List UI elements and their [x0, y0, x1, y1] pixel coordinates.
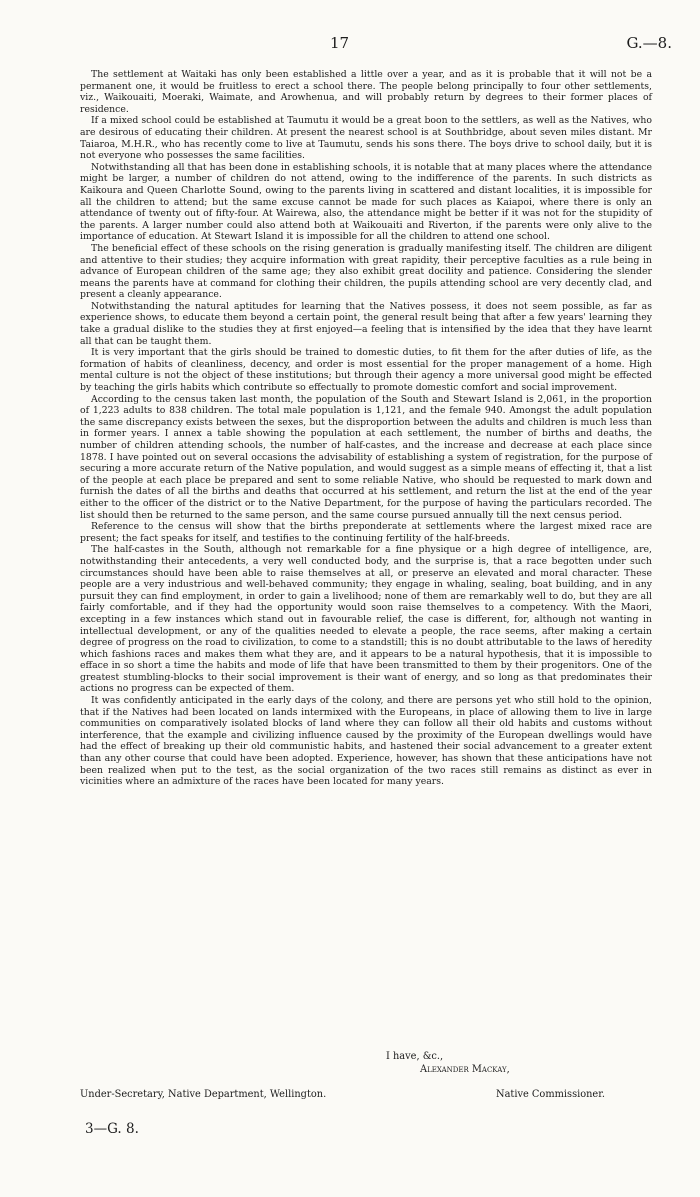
salutation: I have, &c., [386, 1051, 444, 1062]
page-header [0, 34, 700, 60]
body-text [80, 69, 652, 788]
paragraph: Notwithstanding all that has been done in establishing schools, it is notable that at many places where the attendance might be larger, a number of children do not attend, owing to the indifference of the parents. In such districts as Kaikoura and Queen Charlotte Sound, owing to the parents living in scattered and distant localities, it is impossible for all the children to attend; but the same excuse cannot be made for such places as Kaiapoi, where there is only an attendance of twenty out of fifty-four. At Wairewa, also, the attendance might be better if it was not for the stupidity of the parents. A larger number could also attend both at Waikouaiti and Riverton, if the parents were only alive to the importance of education. At Stewart Island it is impossible for all the children to attend one school. [80, 161, 652, 243]
signature: Alexander Mackay, [420, 1064, 510, 1075]
paragraph: Notwithstanding the natural aptitudes for learning that the Natives possess, it does not seem possible, as far as experience shows, to educate them beyond a certain point, the general result being that after a few years' learning they take a gradual dislike to the studies they at first enjoyed—a feeling that is intensified by the idea that they have learnt all that can be taught them. [80, 300, 652, 347]
report-reference: G.—8. [626, 34, 672, 52]
page-number: 17 [330, 34, 350, 52]
paragraph: If a mixed school could be established at Taumutu it would be a great boon to the settlers, as well as the Natives, who are desirous of educating their children. At present the nearest school is at Southbridge, about seven miles distant. Mr Taiaroa, M.H.R., who has recently come to live at Taumutu, sends his sons there. The boys drive to school daily, but it is not everyone who possesses the same facilities. [80, 115, 652, 162]
sheet-mark: 3—G. 8. [85, 1121, 139, 1137]
paragraph: The half-castes in the South, although not remarkable for a fine physique or a high degree of intelligence, are, notwithstanding their antecedents, a very well conducted body, and the surprise is, that a race begotten under such circumstances should have been able to raise themselves at all, or preserve an elevated and moral character. These people are a very industrious and well-behaved community; they engage in whaling, sealing, boat building, and in any pursuit they can find employment, in order to gain a livelihood; none of them are remarkably well to do, but they are all fairly comfortable, and if they had the opportunity would soon raise themselves to a competency. With the Maori, excepting in a few instances which stand out in favourable relief, the case is different, for, although not wanting in intellectual development, or any of the qualities needed to elevate a people, the race seems, after making a certain degree of progress on the road to civilization, to come to a standstill; this is no doubt attributable to the laws of heredity which fashions races and makes them what they are, and it appears to be a natural hypothesis, that it is impossible to efface in so short a time the habits and mode of life that have been transmitted to them by their progenitors. One of the greatest stumbling-blocks to their social improvement is their want of energy, and so long as that predominates their actions no progress can be expected of them. [80, 544, 652, 695]
paragraph: Reference to the census will show that the births preponderate at settlements where the largest mixed race are present; the fact speaks for itself, and testifies to the continuing fertility of the half-breeds. [80, 521, 652, 544]
paragraph: The settlement at Waitaki has only been established a little over a year, and as it is probable that it will not be a permanent one, it would be fruitless to erect a school there. The people belong principally to four other settlements, viz., Waikouaiti, Moeraki, Waimate, and Arowhenua, and will probably return by degrees to their former places of residence. [80, 69, 652, 115]
closing-block [80, 1051, 652, 1111]
addressee: Under-Secretary, Native Department, Wellington. [80, 1089, 327, 1100]
signatory-title: Native Commissioner. [496, 1089, 605, 1100]
paragraph: The beneficial effect of these schools on the rising generation is gradually manifesting itself. The children are diligent and attentive to their studies; they acquire information with great rapidity, their perceptive faculties as a rule being in advance of European children of the same age; they also exhibit great docility and patience. Considering the slender means the parents have at command for clothing their children, the pupils attending school are very decently clad, and present a cleanly appearance. [80, 242, 652, 301]
paragraph: According to the census taken last month, the population of the South and Stewart Island is 2,061, in the proportion of 1,223 adults to 838 children. The total male population is 1,121, and the female 940. Amongst the adult population the same discrepancy exists between the sexes, but the disproportion between the adults and children is much less than in former years. I annex a table showing the population at each settlement, the number of births and deaths, the number of children attending schools, the number of half-castes, and the increase and decrease at each place since 1878. I have pointed out on several occasions the advisability of establishing a system of registration, for the purpose of securing a more accurate return of the Native population, and would suggest as a simple means of effecting it, that a list of the people at each place be prepared and sent to some reliable Native, who should be requested to mark down and furnish the dates of all the births and deaths that occurred at his settlement, and return the list at the end of the year either to the officer of the district or to the Native Department, for the purpose of having the particulars recorded. The list should then be returned to the same person, and the same course pursued annually till the next census period. [80, 393, 652, 521]
paragraph: It was confidently anticipated in the early days of the colony, and there are persons yet who still hold to the opinion, that if the Natives had been located on lands intermixed with the Europeans, in place of allowing them to live in large communities on comparatively isolated blocks of land where they can follow all their old habits and customs without interference, that the example and civilizing influence caused by the proximity of the European dwellings would have had the effect of breaking up their old communistic habits, and hastened their social advancement to a greater extent than any other course that could have been adopted. Experience, however, has shown that these anticipations have not been realized when put to the test, as the social organization of the two races still remains as distinct as ever in vicinities where an admixture of the races have been located for many years. [80, 695, 652, 788]
paragraph: It is very important that the girls should be trained to domestic duties, to fit them for the after duties of life, as the formation of habits of cleanliness, decency, and order is most essential for the proper management of a home. High mental culture is not the object of these institutions; but through their agency a more universal good might be effected by teaching the girls habits which contribute so effectually to promote domestic comfort and social improvement. [80, 347, 652, 394]
